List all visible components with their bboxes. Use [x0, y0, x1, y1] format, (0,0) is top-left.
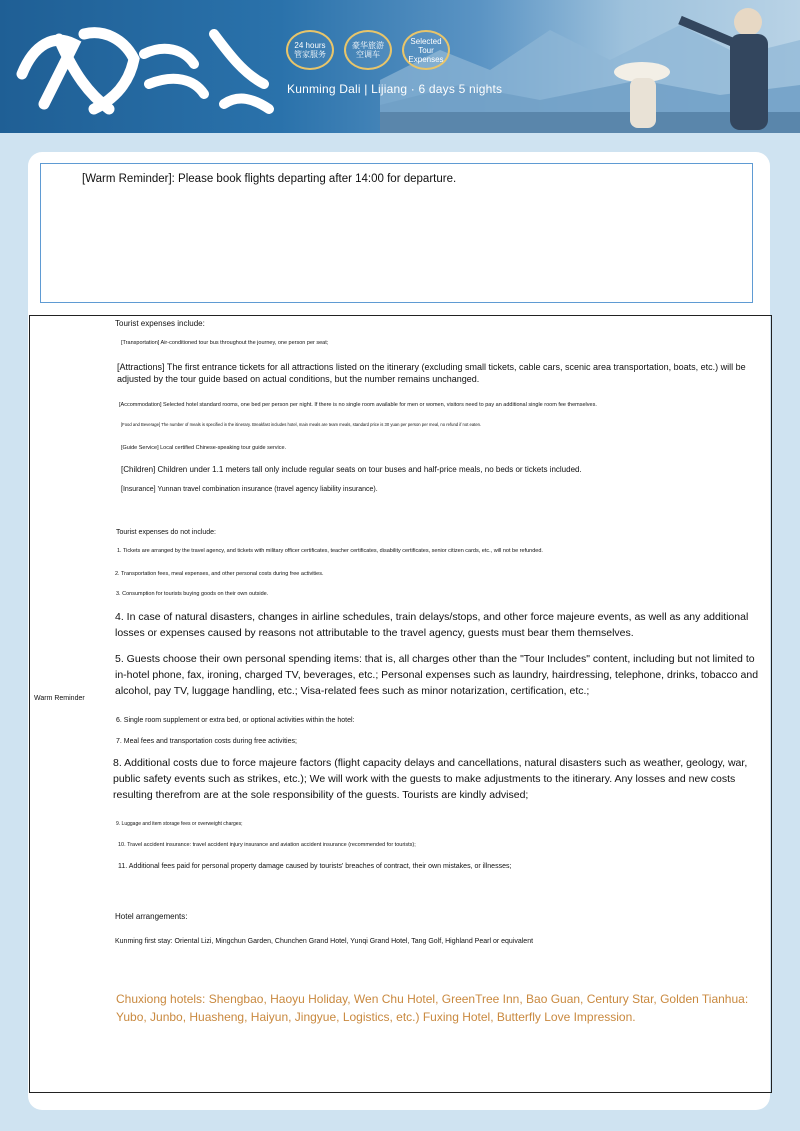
logo-calligraphy-image [14, 14, 276, 124]
header-banner [0, 0, 800, 133]
exclude-item: 1. Tickets are arranged by the travel agency, and tickets with military officer certificates, teacher certificates, disability certificates, senior citizen cards, etc., will not be refunded. [117, 548, 543, 554]
reminder-text: [Warm Reminder]: Please book flights departing after 14:00 for departure. [82, 173, 457, 185]
badge-bus: 豪华旅游 空调车 [344, 30, 392, 70]
hotel-kunming: Kunming first stay: Oriental Lizi, Mingchun Garden, Chunchen Grand Hotel, Yunqi Grand Hotel, Tang Golf, Highland Pearl or equivalent [115, 938, 534, 945]
include-item: [Children] Children under 1.1 meters tall only include regular seats on tour buses and half-price meals, no beds or tickets included. [121, 465, 582, 474]
details-table [29, 315, 772, 1093]
exclude-item: 3. Consumption for tourists buying goods on their own outside. [116, 591, 269, 597]
badge-service: 24 hours 管家服务 [286, 30, 334, 70]
include-item: [Transportation] Air-conditioned tour bus throughout the journey, one person per seat; [121, 340, 329, 346]
badge-selected: Selected Tour Expenses [402, 30, 450, 70]
exclude-item: 9. Luggage and item storage fees or overweight charges; [116, 821, 243, 827]
route-subtitle: Kunming Dali | Lijiang · 6 days 5 nights [287, 82, 503, 96]
hotels-heading: Hotel arrangements: [115, 912, 188, 921]
includes-heading: Tourist expenses include: [115, 319, 205, 328]
hotel-chuxiong: Chuxiong hotels: Shengbao, Haoyu Holiday, Wen Chu Hotel, GreenTree Inn, Bao Guan, Century Star, Golden Tianhua: Yubo, Junbo, Huasheng, Haiyun, Jingyue, Logistics, etc.) Fuxing Hotel, Butterfly Love Impression. [116, 992, 749, 1024]
include-item: [Attractions] The first entrance tickets for all attractions listed on the itinerary (excluding small tickets, cable cars, scenic area transportation, boats, etc.) will be adjusted by the tour guide based on actual conditions, but the number remains unchanged. [117, 362, 746, 384]
badge-row [286, 30, 450, 70]
include-item: [Accommodation] Selected hotel standard rooms, one bed per person per night. If there is no single room available for men or women, visitors need to pay an additional single room fee themselves. [119, 402, 597, 408]
exclude-item: 5. Guests choose their own personal spending items: that is, all charges other than the "Tour Includes" content, including but not limited to in-hotel phone, fax, ironing, charged TV, beverages, etc.; Personal expenses such as laundry, hairdressing, telephone, drinks, tobacco and alcohol, pay TV, luggage handling, etc.; Visa-related fees such as minor notarization, certification, etc.; [115, 653, 759, 697]
include-item: [Insurance] Yunnan travel combination insurance (travel agency liability insurance). [121, 486, 378, 493]
exclude-item: 2. Transportation fees, meal expenses, and other personal costs during free activities. [115, 571, 324, 577]
exclude-item: 7. Meal fees and transportation costs during free activities; [116, 738, 297, 745]
exclude-item: 8. Additional costs due to force majeure factors (flight capacity delays and cancellations, natural disasters such as weather, geology, war, public safety events such as strikes, etc.); We will work with the guests to make adjustments to the itinerary. Any losses and new costs resulting therefrom are at the sole responsibility of the guests. Tourists are kindly advised; [113, 757, 748, 801]
exclude-item: 6. Single room supplement or extra bed, or optional activities within the hotel: [116, 717, 355, 724]
row-label: Warm Reminder [34, 695, 85, 702]
include-item: [Guide Service] Local certified Chinese-speaking tour guide service. [121, 445, 287, 451]
reminder-box [40, 163, 753, 303]
exclude-item: 4. In case of natural disasters, changes in airline schedules, train delays/stops, and other force majeure events, as well as any additional losses or expenses caused by reasons not attributable to the travel agency, guests must bear them themselves. [115, 611, 749, 639]
include-item: [Food and Beverage] The number of meals is specified in the itinerary. Breakfast includes hotel, main meals are team meals, standard price is 30 yuan per person per meal, no refund if not eaten. [121, 422, 482, 427]
excludes-heading: Tourist expenses do not include: [116, 529, 217, 536]
exclude-item: 11. Additional fees paid for personal property damage caused by tourists' breaches of contract, their own mistakes, or illnesses; [118, 863, 512, 870]
exclude-item: 10. Travel accident insurance: travel accident injury insurance and aviation accident insurance (recommended for tourists); [118, 842, 416, 848]
